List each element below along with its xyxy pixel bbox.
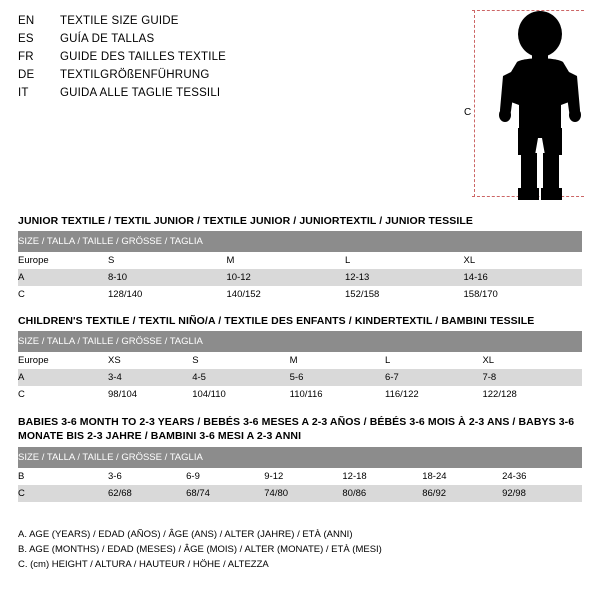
cell: 122/128	[482, 386, 582, 403]
row-label: Europe	[18, 252, 108, 269]
cell: 24-36	[502, 468, 582, 485]
row-label: C	[18, 485, 108, 502]
language-code-de: DE	[18, 69, 35, 81]
table-row	[18, 369, 582, 386]
cell: 110/116	[290, 386, 385, 403]
cell: 4-5	[192, 369, 289, 386]
header-row	[18, 84, 438, 102]
section-title: BABIES 3-6 MONTH TO 2-3 YEARS / BEBÉS 3-6 MESES A 2-3 AÑOS / BÉBÉS 3-6 MOIS À 2-3 ANS / BABYS 3-6 MONATE BIS 2-3 JAHRE / BAMBINI 3-6 MESI A 2-3 ANNI	[18, 416, 575, 442]
table-row	[18, 352, 582, 369]
size-table-babies	[18, 447, 582, 502]
table-row	[18, 252, 582, 269]
row-label: C	[18, 286, 108, 303]
cell: S	[108, 252, 227, 269]
cell: 3-4	[108, 369, 192, 386]
table-header-row	[18, 331, 582, 352]
cell: 12-18	[342, 468, 422, 485]
header-row	[18, 12, 438, 30]
title-it: GUIDA ALLE TAGLIE TESSILI	[60, 87, 221, 99]
cell: 74/80	[264, 485, 342, 502]
cell: 9-12	[264, 468, 342, 485]
table-header-label: SIZE / TALLA / TAILLE / GRÖSSE / TAGLIA	[18, 447, 582, 468]
cell: 62/68	[108, 485, 186, 502]
cell: 80/86	[342, 485, 422, 502]
cell: XL	[464, 252, 583, 269]
cell: 104/110	[192, 386, 289, 403]
row-label: B	[18, 468, 108, 485]
cell: 5-6	[290, 369, 385, 386]
cell: 10-12	[227, 269, 346, 286]
table-row	[18, 485, 582, 502]
footnote-a: A. AGE (YEARS) / EDAD (AÑOS) / ÂGE (ANS) / ALTER (JAHRE) / ETÀ (ANNI)	[18, 529, 353, 540]
child-silhouette-icon	[490, 10, 590, 205]
cell: 68/74	[186, 485, 264, 502]
cell: L	[385, 352, 482, 369]
section-title: CHILDREN'S TEXTILE / TEXTIL NIÑO/A / TEXTILE DES ENFANTS / KINDERTEXTIL / BAMBINI TESSILE	[18, 315, 535, 327]
header-row	[18, 30, 438, 48]
title-fr: GUIDE DES TAILLES TEXTILE	[60, 51, 227, 63]
row-label: A	[18, 269, 108, 286]
size-table-junior	[18, 231, 582, 303]
cell: 98/104	[108, 386, 192, 403]
table-header-row	[18, 231, 582, 252]
cell: 6-9	[186, 468, 264, 485]
language-code-es: ES	[18, 33, 34, 45]
cell: L	[345, 252, 464, 269]
cell: 140/152	[227, 286, 346, 303]
cell: 116/122	[385, 386, 482, 403]
guide-line-vertical	[474, 10, 475, 197]
cell: M	[290, 352, 385, 369]
language-title-block	[18, 12, 438, 102]
cell: 158/170	[464, 286, 583, 303]
cell: 12-13	[345, 269, 464, 286]
footnote-c: C. (cm) HEIGHT / ALTURA / HAUTEUR / HÖHE / ALTEZZA	[18, 559, 269, 570]
cell: 14-16	[464, 269, 583, 286]
cell: XS	[108, 352, 192, 369]
cell: 152/158	[345, 286, 464, 303]
table-row	[18, 286, 582, 303]
title-en: TEXTILE SIZE GUIDE	[60, 15, 179, 27]
table-header-label: SIZE / TALLA / TAILLE / GRÖSSE / TAGLIA	[18, 231, 582, 252]
size-table-children	[18, 331, 582, 403]
cell: 18-24	[422, 468, 502, 485]
table-row	[18, 269, 582, 286]
row-label: A	[18, 369, 108, 386]
title-de: TEXTILGRÖßENFÜHRUNG	[60, 69, 210, 81]
language-code-fr: FR	[18, 51, 34, 63]
footnotes	[18, 527, 582, 572]
cell: 128/140	[108, 286, 227, 303]
footnote-b: B. AGE (MONTHS) / EDAD (MESES) / ÂGE (MOIS) / ALTER (MONATE) / ETÀ (MESI)	[18, 544, 382, 555]
section-junior-textile	[18, 215, 582, 303]
section-babies-textile	[18, 415, 582, 502]
cell: M	[227, 252, 346, 269]
cell: 92/98	[502, 485, 582, 502]
cell: S	[192, 352, 289, 369]
language-code-it: IT	[18, 87, 29, 99]
section-title: JUNIOR TEXTILE / TEXTIL JUNIOR / TEXTILE JUNIOR / JUNIORTEXTIL / JUNIOR TESSILE	[18, 215, 473, 227]
measure-label-c: C	[464, 107, 472, 118]
cell: 3-6	[108, 468, 186, 485]
cell: 6-7	[385, 369, 482, 386]
header-row	[18, 66, 438, 84]
table-row	[18, 386, 582, 403]
cell: XL	[482, 352, 582, 369]
language-code-en: EN	[18, 15, 35, 27]
table-header-row	[18, 447, 582, 468]
section-childrens-textile	[18, 315, 582, 403]
height-measure-figure	[450, 4, 590, 204]
table-row	[18, 468, 582, 485]
header-row	[18, 48, 438, 66]
cell: 7-8	[482, 369, 582, 386]
row-label: Europe	[18, 352, 108, 369]
title-es: GUÍA DE TALLAS	[60, 33, 155, 45]
row-label: C	[18, 386, 108, 403]
table-header-label: SIZE / TALLA / TAILLE / GRÖSSE / TAGLIA	[18, 331, 582, 352]
cell: 8-10	[108, 269, 227, 286]
cell: 86/92	[422, 485, 502, 502]
